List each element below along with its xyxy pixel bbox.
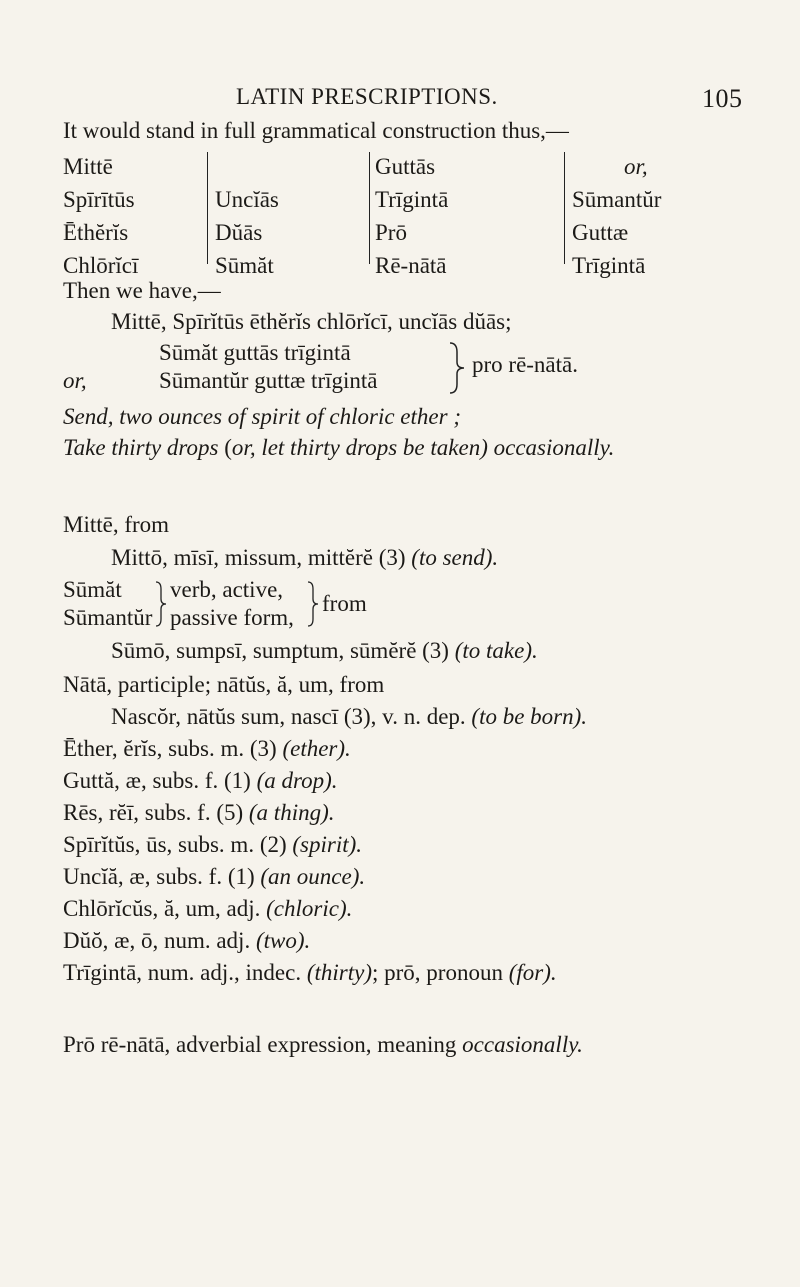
gloss-sumantur: Sūmantŭr [63,605,153,630]
gloss-meaning: (to be born). [471,704,588,729]
gloss-headword: Guttă, æ, subs. f. (1) [63,768,251,793]
formula-bracket-text: pro rē-nātā. [472,352,578,377]
table-divider [564,152,565,264]
gloss-headword: ; prō, pronoun [371,960,503,985]
gloss-headword: Trīgintā, num. adj., indec. [63,960,302,985]
gloss-headword: Nascŏr, nātŭs sum, nascī (3), v. n. dep. [111,704,466,729]
formula-line-3: Sūmantŭr guttæ trīgintā [159,368,378,393]
table-cell: Sūmăt [215,253,274,278]
translation-text: ) occasionally. [480,435,615,460]
gloss-triginta [63,958,557,988]
table-cell: Prō [375,220,407,245]
gloss-meaning: (an ounce). [260,864,366,889]
table-column-4 [572,150,661,282]
table-divider [369,152,370,264]
gloss-meaning: (to send). [411,545,499,570]
table-cell: Trīgintā [375,187,449,212]
gloss-meaning: (a drop). [256,768,338,793]
gloss-verb-active: verb, active, [170,577,284,602]
gloss-ether [63,734,351,764]
table-cell [215,150,279,183]
gloss-meaning: (for). [508,960,557,985]
gloss-headword: Spīrĭtŭs, ūs, subs. m. (2) [63,832,287,857]
gloss-meaning: (spirit). [292,832,363,857]
page-number: 105 [702,84,743,113]
table-cell: Trīgintā [572,253,646,278]
gloss-meaning: (ether). [282,736,351,761]
gloss-brace-left [154,579,168,629]
gloss-meaning: (a thing). [248,800,335,825]
translation-text: Take thirty drops [63,435,219,460]
gloss-mitte: Mittē, from [63,512,170,537]
table-cell: Guttæ [572,220,629,245]
gloss-headword: Chlōrĭcŭs, ă, um, adj. [63,896,261,921]
table-cell: Mittē [63,154,113,179]
gloss-sumo [111,636,538,666]
gloss-spiritus [63,830,362,860]
gloss-meaning: (to take). [454,638,538,663]
table-cell: Spīrītūs [63,187,135,212]
gloss-headword: Uncĭă, æ, subs. f. (1) [63,864,255,889]
table-cell: Rē-nātā [375,253,447,278]
table-cell: or, [624,154,648,179]
gloss-headword: Sūmō, sumpsī, sumptum, sūmĕrĕ (3) [111,638,449,663]
table-divider [207,152,208,264]
gloss-gutta [63,766,338,796]
gloss-headword: Rēs, rĕī, subs. f. (5) [63,800,244,825]
gloss-meaning: (chloric). [266,896,353,921]
gloss-sumat: Sūmăt [63,577,122,602]
table-column-1 [63,150,138,282]
gloss-headword: Dŭŏ, æ, ō, num. adj. [63,928,251,953]
translation-text: , let thirty drops be taken [249,435,481,460]
gloss-res [63,798,335,828]
gloss-brace-right [306,579,320,629]
gloss-meaning: occasionally. [462,1032,583,1057]
table-cell: Uncĭās [215,187,279,212]
gloss-meaning: (two). [255,928,311,953]
translation-or: or [231,435,250,460]
intro-sentence: It would stand in full grammatical construction thus,— [63,118,569,143]
formula-line-1: Mittē, Spīrĭtūs ēthĕrĭs chlōrĭcī, uncĭās dŭās; [111,309,512,334]
gloss-meaning: (thirty) [306,960,372,985]
gloss-chloricus [63,894,352,924]
table-cell: Dŭās [215,220,263,245]
formula-line-2: Sūmăt guttās trīgintā [159,340,351,365]
gloss-pro-re-nata [63,1030,583,1060]
gloss-from: from [322,591,367,616]
translation-paren: ( [224,435,232,460]
table-cell: Ēthĕrĭs [63,220,129,245]
gloss-mitto [111,543,498,573]
gloss-passive-form: passive form, [170,605,294,630]
gloss-uncia [63,862,365,892]
translation-line-2 [63,433,614,463]
formula-brace [448,340,470,396]
translation-line-1: Send, two ounces of spirit of chloric ether ; [63,404,461,429]
gloss-nata: Nātā, participle; nātŭs, ă, um, from [63,672,385,697]
gloss-nascor [111,702,587,732]
table-cell: Sūmantŭr [572,187,662,212]
gloss-headword: Mittō, mīsī, missum, mittĕrĕ (3) [111,545,406,570]
table-column-2 [215,150,279,282]
gloss-duo [63,926,310,956]
running-header: LATIN PRESCRIPTIONS. [236,84,498,109]
then-line: Then we have,— [63,278,221,303]
formula-or-label: or, [63,368,87,393]
table-cell: Guttās [375,154,436,179]
gloss-headword: Prō rē-nātā, adverbial expression, meaning [63,1032,457,1057]
gloss-headword: Ēther, ĕrĭs, subs. m. (3) [63,736,277,761]
table-column-3 [375,150,448,282]
table-cell: Chlōrĭcī [63,253,139,278]
